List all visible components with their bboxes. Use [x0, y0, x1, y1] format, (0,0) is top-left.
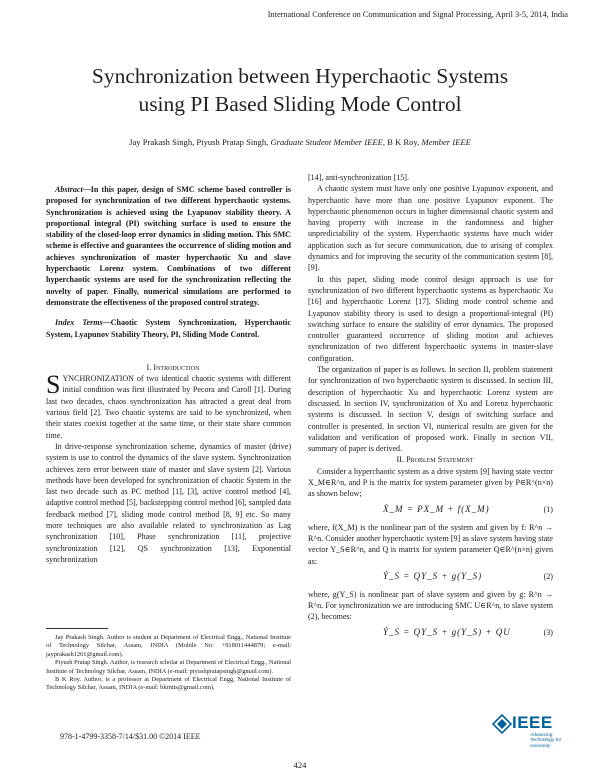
authors-role: Graduate Student Member IEEE,: [270, 137, 386, 147]
page-number: 424: [293, 760, 307, 770]
ieee-diamond-icon: [492, 714, 512, 734]
right-column: [308, 172, 553, 645]
paper-title: [0, 62, 600, 118]
footnote-1: Jay Prakash Singh. Author is student at Department of Electrical Engg., National Institute of Technology Silchar, Assam, INDIA (Mobile No: +918011444879; e-mail: jayprakash1261@gmail.com).: [46, 634, 291, 658]
problem-paragraph-3: where, g(Y_S) is nonlinear part of slave system and given by g: R^n → R^n. For synchronization we are introducing SMC U∈R^n, to slave system (2), becomes:: [308, 589, 553, 622]
footnote-rule: [46, 628, 108, 629]
problem-paragraph-1: Consider a hyperchaotic system as a drive system [9] having state vector X_M∈R^n, and P is the matrix for system parameter given by P∈R^(n×n) as shown below;: [308, 466, 553, 499]
footnotes: [46, 634, 291, 693]
intro-paragraph-2-cont: [14], anti-synchronization [15].: [308, 173, 410, 182]
authors-role-2: Member IEEE: [421, 137, 471, 147]
authors-names: Jay Prakash Singh, Piyush Pratap Singh,: [129, 137, 269, 147]
ieee-logo-text: IEEE: [512, 713, 553, 732]
intro-paragraph-1: [46, 370, 291, 441]
abstract-label: Abstract: [55, 185, 83, 194]
isbn-copyright: 978-1-4799-3358-7/14/$31.00 ©2014 IEEE: [60, 732, 201, 741]
footnote-2: Piyush Pratap Singh. Author, is research scholar at Department of Electrical Engg., National Institute of Technology Silchar, Assam, INDIA (e-mail: piyushpratapsingh@gmail.com).: [46, 659, 291, 675]
equation-3-expr: Ẏ_S = QY_S + g(Y_S) + QU: [383, 626, 511, 637]
equation-2-number: (2): [543, 571, 553, 581]
abstract-text: —In this paper, design of SMC scheme based controller is proposed for synchronization of two different hyperchaotic systems. Synchronization is achieved using the Lyapunov stability theory. A proportional integral (PI) switching surface is used to ensure the stability of the closed-loop error dynamics in sliding motion. This SMC scheme is effective and guarantees the occurrence of sliding motion and achieves synchronization of master hyperchaotic Xu and slave hyperchaotic Lorenz system. Combinations of two different hyperchaotic systems are used for the synchronization reflecting the novelty of paper. Finally, numerical simulations are performed to demonstrate the effectiveness of the proposed control strategy.: [46, 185, 291, 307]
author-list: [0, 137, 600, 147]
left-column: [46, 184, 291, 565]
abstract: [46, 184, 291, 308]
intro-paragraph-4: In this paper, sliding mode control design approach is use for synchronization of two different hyperchaotic systems as hyperchaotic Xu [16] and hyperchaotic Lorenz [17]. Sliding mode control scheme and Lyapunov stability theory is used to design a proportional-integral (PI) switching surface to ensure the stability of error dynamics. The proposed controller guaranteed occurrence of sliding motion and achieves synchronization of two different hyperchaotic systems in master-slave configuration.: [308, 274, 553, 363]
intro-p1-text: YNCHRONIZATION of two identical chaotic systems with different initial condition was first illustrated by Pecora and Caroll [1]. During last two decades, chaos synchronization has attracted a great deal from various field [2]. Two chaotic systems are said to be synchronized, when their states coexist together at the same time, or their state share common time.: [46, 374, 291, 440]
equation-2: [308, 568, 553, 588]
intro-paragraph-3: A chaotic system must have only one positive Lyapunov exponent, and hyperchaotic have more than one positive Lyapunov exponent. The hyperchaotic phenomenon occurs in higher dimensional chaotic system and having property with increase in the randomness and higher unpredictability of the system. Hyperchaotic systems have much wider application such as for secure communication, due to arising of complex dynamics and for improving the security of the communication system [8], [9].: [308, 184, 553, 273]
ieee-logo: [492, 713, 572, 753]
equation-1-expr: Ẋ_M = PX_M + f(X_M): [383, 503, 490, 514]
section-heading-introduction: I. Introduction: [146, 362, 200, 372]
index-terms-label: Index Terms: [55, 318, 103, 328]
equation-3-number: (3): [543, 627, 553, 637]
equation-3: [308, 624, 553, 644]
equation-1-number: (1): [543, 504, 553, 514]
authors-tail: B K Roy,: [387, 137, 420, 147]
index-terms: [46, 317, 291, 340]
footnote-3: B K Roy. Author, is a professor at Department of Electrical Engg, National Institute of Technology Silchar, Assam, INDIA (e-mail: bkrnits@gmail.com).: [46, 676, 291, 692]
ieee-logo-tagline: Advancing Technology for Humanity: [530, 733, 562, 749]
intro-paragraph-2: In drive-response synchronization scheme, dynamics of master (drive) system is use to control the dynamics of the slave system. Synchronization achieves zero error between state of master and slave system [2]. Various methods have been developed for synchronization of chaotic System in the last two decade such as PC method [1], [3], active control method [4], adaptive control method [5], backstepping control method [6], sampled data feedback method [7], sliding mode control method [8, 9] etc. So many more techniques are also available related to synchronization as Lag synchronization [10], Phase synchronization [11], projective synchronization [12], QS synchronization [13], Exponential synchronization: [46, 441, 291, 564]
title-line-1: Synchronization between Hyperchaotic Systems: [91, 64, 509, 88]
equation-1: [308, 501, 553, 521]
equation-2-expr: Ẏ_S = QY_S + g(Y_S): [383, 570, 483, 581]
problem-paragraph-2: where, f(X_M) is the nonlinear part of the system and given by f: R^n → R^n. Consider another hyperchaotic system [9] as slave system having state vector Y_S∈R^n, and Q is matrix for system parameter Q∈R^(n×n) given as:: [308, 522, 553, 566]
conference-header: International Conference on Communication and Signal Processing, April 3-5, 2014, India: [267, 10, 568, 19]
intro-paragraph-5: The organization of paper is as follows. In section II, problem statement for synchronization of two hyperchaotic system is discussed. In section III, description of hyperchaotic Xu and hyperchaotic Lorenz system are discussed. In section IV, synchronization of Xu and Lorenz hyperchaotic systems is discussed. In section V, design of switching surface and controller is presented. In section VI, numerical results are given for the validation and verification of proposed work. Finally in section VII, summary of paper is derived.: [308, 365, 553, 454]
title-line-2: using PI Based Sliding Mode Control: [138, 92, 462, 116]
drop-cap: S: [46, 370, 61, 400]
index-terms-text: —Chaotic System Synchronization, Hyperchaotic System, Lyapunov Stability Theory, PI, Sliding Mode Control.: [46, 318, 291, 339]
section-heading-problem-statement: II. Problem Statement: [396, 455, 474, 465]
